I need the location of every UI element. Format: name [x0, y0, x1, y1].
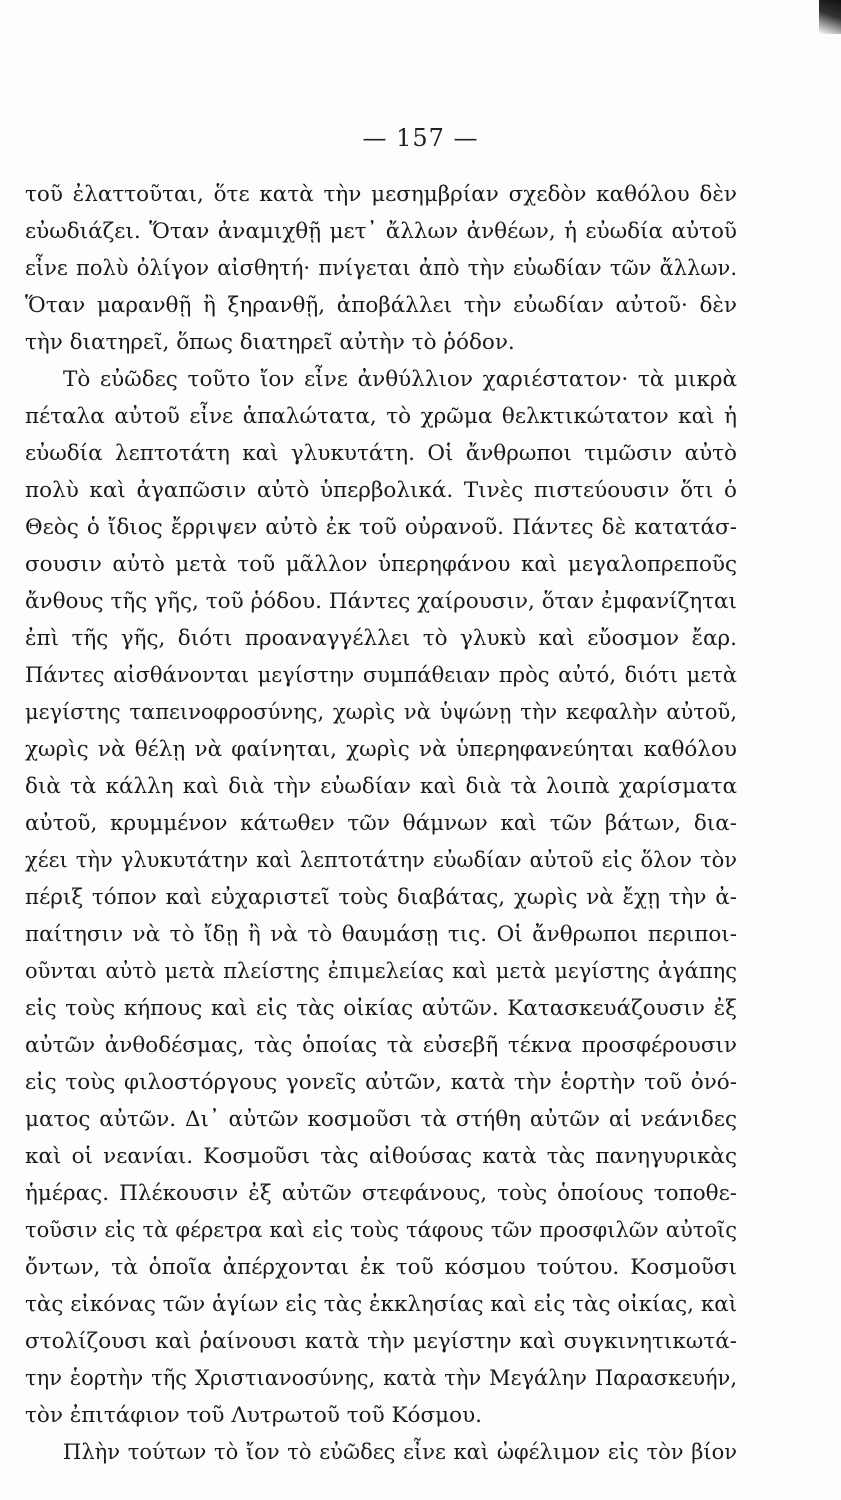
text-line: τὸν ἐπιτάφιον τοῦ Λυτρωτοῦ τοῦ Κόσμου. [25, 1403, 482, 1428]
text-line: Ὅταν μαρανθῇ ἢ ξηρανθῇ, ἀποβάλλει τὴν εὐωδίαν αὐτοῦ· δὲν [25, 293, 737, 318]
text-line: ἐπὶ τῆς γῆς, διότι προαναγγέλλει τὸ γλυκὺ καὶ εὔοσμον ἔαρ. [25, 626, 737, 651]
text-line: τὴν διατηρεῖ, ὅπως διατηρεῖ αὐτὴν τὸ ῥόδον. [25, 330, 515, 355]
text-line: στολίζουσι καὶ ῥαίνουσι κατὰ τὴν μεγίστην καὶ συγκινητικωτά- [25, 1329, 737, 1354]
text-line: αὐτῶν ἀνθοδέσμας, τὰς ὁποίας τὰ εὐσεβῆ τέκνα προσφέρουσιν [25, 1033, 737, 1058]
text-line: αὐτοῦ, κρυμμένον κάτωθεν τῶν θάμνων καὶ τῶν βάτων, δια- [25, 811, 737, 836]
text-line: οῦνται αὐτὸ μετὰ πλείστης ἐπιμελείας καὶ μετὰ μεγίστης ἀγάπης [25, 959, 737, 983]
text-line: Θεὸς ὁ ἴδιος ἔρριψεν αὐτὸ ἐκ τοῦ οὐρανοῦ. Πάντες δὲ κατατάσ- [25, 515, 737, 540]
text-line: εἶνε πολὺ ὀλίγον αἰσθητή· πνίγεται ἀπὸ τὴν εὐωδίαν τῶν ἄλλων. [25, 256, 737, 280]
text-line: πέριξ τόπον καὶ εὐχαριστεῖ τοὺς διαβάτας, χωρὶς νὰ ἔχῃ τὴν ἀ- [25, 885, 737, 910]
text-line: ματος αὐτῶν. Δι᾿ αὐτῶν κοσμοῦσι τὰ στήθη αὐτῶν αἱ νεάνιδες [25, 1107, 737, 1132]
text-line: τὰς εἰκόνας τῶν ἁγίων εἰς τὰς ἐκκλησίας καὶ εἰς τὰς οἰκίας, καὶ [25, 1292, 737, 1317]
text-line: εὐωδιάζει. Ὅταν ἀναμιχθῇ μετ᾿ ἄλλων ἀνθέων, ἡ εὐωδία αὐτοῦ [25, 219, 737, 244]
text-line: ἄνθους τῆς γῆς, τοῦ ῥόδου. Πάντες χαίρουσιν, ὅταν ἐμφανίζηται [25, 589, 737, 614]
text-line: χωρὶς νὰ θέλῃ νὰ φαίνηται, χωρὶς νὰ ὑπερηφανεύηται καθόλου [25, 737, 737, 762]
page-number: — 157 — [362, 124, 479, 152]
text-line: πέταλα αὐτοῦ εἶνε ἁπαλώτατα, τὸ χρῶμα θελκτικώτατον καὶ ἡ [25, 404, 737, 429]
text-line: ὄντων, τὰ ὁποῖα ἀπέρχονται ἐκ τοῦ κόσμου τούτου. Κοσμοῦσι [25, 1255, 737, 1280]
text-line: μεγίστης ταπεινοφροσύνης, χωρὶς νὰ ὑψώνῃ τὴν κεφαλὴν αὐτοῦ, [25, 700, 737, 724]
text-line: διὰ τὰ κάλλη καὶ διὰ τὴν εὐωδίαν καὶ διὰ τὰ λοιπὰ χαρίσματα [25, 774, 737, 799]
text-line: εὐωδία λεπτοτάτη καὶ γλυκυτάτη. Οἱ ἄνθρωποι τιμῶσιν αὐτὸ [25, 441, 737, 466]
text-line: την ἑορτὴν τῆς Χριστιανοσύνης, κατὰ τὴν Μεγάλην Παρασκευήν, [25, 1366, 737, 1390]
text-line: εἰς τοὺς κήπους καὶ εἰς τὰς οἰκίας αὐτῶν. Κατασκευάζουσιν ἐξ [25, 996, 737, 1021]
text-line: εἰς τοὺς φιλοστόργους γονεῖς αὐτῶν, κατὰ τὴν ἑορτὴν τοῦ ὀνό- [25, 1070, 737, 1095]
text-line: χέει τὴν γλυκυτάτην καὶ λεπτοτάτην εὐωδίαν αὐτοῦ εἰς ὅλον τὸν [25, 848, 737, 872]
page-corner-shadow [819, 0, 841, 34]
body-text [25, 176, 737, 1471]
text-line: σουσιν αὐτὸ μετὰ τοῦ μᾶλλον ὑπερηφάνου καὶ μεγαλοπρεποῦς [25, 552, 737, 577]
text-line: πολὺ καὶ ἀγαπῶσιν αὐτὸ ὑπερβολικά. Τινὲς πιστεύουσιν ὅτι ὁ [25, 478, 737, 503]
text-line: Πλὴν τούτων τὸ ἴον τὸ εὐῶδες εἶνε καὶ ὠφέλιμον εἰς τὸν βίον [63, 1440, 737, 1464]
text-line: παίτησιν νὰ τὸ ἴδῃ ἢ νὰ τὸ θαυμάσῃ τις. Οἱ ἄνθρωποι περιποι- [25, 922, 737, 947]
text-line: καὶ οἱ νεανίαι. Κοσμοῦσι τὰς αἰθούσας κατὰ τὰς πανηγυρικὰς [25, 1144, 737, 1169]
text-line: Τὸ εὐῶδες τοῦτο ἴον εἶνε ἀνθύλλιον χαριέστατον· τὰ μικρὰ [63, 367, 737, 392]
text-line: τοῦσιν εἰς τὰ φέρετρα καὶ εἰς τοὺς τάφους τῶν προσφιλῶν αὐτοῖς [25, 1218, 737, 1242]
text-line: τοῦ ἐλαττοῦται, ὅτε κατὰ τὴν μεσημβρίαν σχεδὸν καθόλου δὲν [25, 182, 737, 207]
text-line: Πάντες αἰσθάνονται μεγίστην συμπάθειαν πρὸς αὐτό, διότι μετὰ [25, 663, 737, 687]
text-line: ἡμέρας. Πλέκουσιν ἐξ αὐτῶν στεφάνους, τοὺς ὁποίους τοποθε- [25, 1181, 737, 1206]
